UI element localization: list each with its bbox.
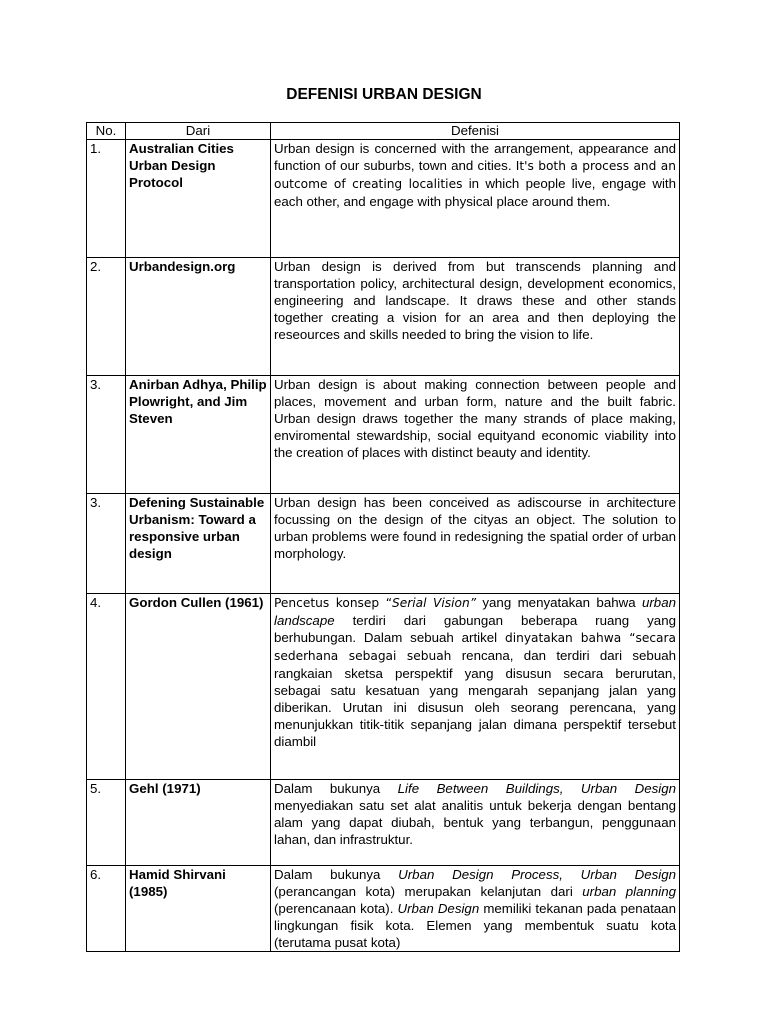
definition-text-segment: rencana, dan terdiri dari sebuah rangkaian sketsa perspektif yang disusun secara berurutan, sebagai satu kesatuan yang mengarah sepanjang jalan yang diberikan. Urutan ini disusun oleh seorang perencana, yang menunjukkan titik-titik sepanjang jalan dimana perspektif tersebut diambil (274, 648, 677, 749)
definition-text-segment: Urban design is derived from but transcends planning and transportation policy, architectural design, development economics, engineering and landscape. It draws these and other stands together creating a vision for an area and then deploying the reseources and skills needed to bring the vision to life. (274, 259, 676, 342)
row-number: 2. (87, 258, 126, 376)
definition-text-segment: Urban design is concerned with the arrangement, appearance and function of our suburbs, town and cities. (274, 141, 676, 173)
table-header-row (87, 123, 680, 140)
table-row (87, 866, 680, 952)
row-number: 5. (87, 780, 126, 866)
definition-text-segment: dinyatakan bahwa “secara sederhana sebagai sebuah (274, 631, 676, 663)
definition-text-segment: Dalam bukunya (274, 781, 398, 796)
definition-text-segment: Dalam bukunya (274, 867, 399, 882)
row-number: 6. (87, 866, 126, 952)
row-number: 1. (87, 140, 126, 258)
definition-text-segment: in which people live, engage with each other, and engage with physical place around them. (274, 176, 676, 209)
definition-text-segment: memiliki tekanan pada penataan lingkungan fisik kota. Elemen yang membentuk suatu kota (terutama pusat kota) (274, 901, 676, 950)
row-number: 3. (87, 494, 126, 594)
table-body (87, 140, 680, 952)
header-definition: Defenisi (271, 123, 680, 140)
definition-text-segment: urban planning (582, 884, 676, 899)
table-row (87, 494, 680, 594)
header-from: Dari (126, 123, 271, 140)
definition-text-segment: It's both a process and an outcome of creating localities (274, 159, 676, 191)
table-row (87, 594, 680, 780)
definition-text-segment: Serial Vision” (392, 596, 477, 610)
definition-text-segment: (perencanaan kota). (274, 901, 398, 916)
definition-text-segment: Urban Design Process, Urban Design (398, 867, 676, 882)
definition-text-segment: Pencetus konsep “ (274, 596, 393, 610)
row-number: 3. (87, 376, 126, 494)
table-row (87, 780, 680, 866)
definition-text-segment: (perancangan kota) merupakan kelanjutan dari (274, 884, 583, 899)
row-source: Australian Cities Urban Design Protocol (126, 140, 271, 258)
row-definition (271, 594, 680, 780)
row-source: Urbandesign.org (126, 258, 271, 376)
definition-text-segment: Urban design has been conceived as adiscourse in architecture focussing on the design of the cityas an object. The solution to urban problems were found in redesigning the spatial order of urban morphology. (274, 495, 676, 561)
row-definition (271, 866, 680, 952)
row-definition (271, 780, 680, 866)
row-definition (271, 376, 680, 494)
definition-text-segment: Urban design is about making connection between people and places, movement and urban form, nature and the built fabric. Urban design draws together the many strands of place making, enviromental stewardship, social equityand economic viability into the creation of places with distinct beauty and identity. (274, 377, 676, 460)
row-number: 4. (87, 594, 126, 780)
definition-text-segment: Urban Design (397, 901, 480, 916)
row-source: Anirban Adhya, Philip Plowright, and Jim Steven (126, 376, 271, 494)
table-row (87, 140, 680, 258)
row-source: Defening Sustainable Urbanism: Toward a responsive urban design (126, 494, 271, 594)
table-row (87, 258, 680, 376)
row-definition (271, 258, 680, 376)
row-definition (271, 494, 680, 594)
row-source: Hamid Shirvani (1985) (126, 866, 271, 952)
definition-text-segment: urban landscape (274, 595, 676, 628)
header-no: No. (87, 123, 126, 140)
row-source: Gordon Cullen (1961) (126, 594, 271, 780)
row-source: Gehl (1971) (126, 780, 271, 866)
row-definition (271, 140, 680, 258)
definitions-table (86, 122, 680, 952)
definition-text-segment: Life Between Buildings, Urban Design (397, 781, 676, 796)
definition-text-segment: yang menyatakan bahwa (476, 595, 642, 610)
definition-text-segment: menyediakan satu set alat analitis untuk bekerja dengan bentang alam yang dapat diubah, bentuk yang terbangun, penggunaan lahan, dan infrastruktur. (274, 798, 676, 847)
definition-text-segment: terdiri dari gabungan beberapa ruang yang berhubungan. Dalam sebuah artikel (274, 613, 676, 645)
document-title: DEFENISI URBAN DESIGN (286, 86, 482, 103)
table-row (87, 376, 680, 494)
